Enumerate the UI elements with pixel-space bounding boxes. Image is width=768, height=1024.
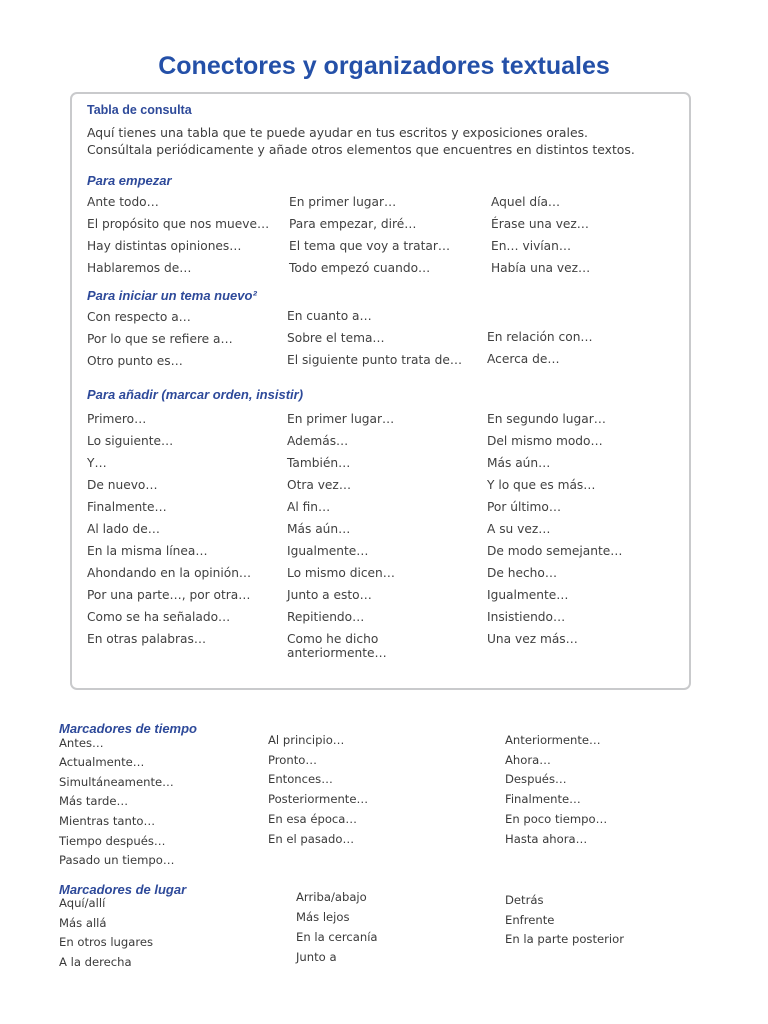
list-item: Hasta ahora… — [505, 832, 588, 846]
list-item: Junto a — [296, 950, 337, 964]
list-item: Finalmente… — [505, 792, 581, 806]
list-item: Actualmente… — [59, 755, 145, 769]
list-item: Con respecto a… — [87, 310, 191, 324]
list-item: Al fin… — [287, 500, 331, 514]
list-item: Arriba/abajo — [296, 890, 367, 904]
list-item: De hecho… — [487, 566, 558, 580]
list-item: Insistiendo… — [487, 610, 566, 624]
list-item: Detrás — [505, 893, 544, 907]
intro-line-2: Consúltala periódicamente y añade otros elementos que encuentres en distintos textos. — [87, 142, 635, 157]
list-item: Aquí/allí — [59, 896, 106, 910]
list-item: Del mismo modo… — [487, 434, 603, 448]
list-item: Una vez más… — [487, 632, 578, 646]
list-item: Al lado de… — [87, 522, 160, 536]
list-item: Hay distintas opiniones… — [87, 239, 242, 253]
list-item: Tiempo después… — [59, 834, 166, 848]
list-item: Y lo que es más… — [487, 478, 596, 492]
page-title: Conectores y organizadores textuales — [158, 52, 610, 80]
list-item: El propósito que nos mueve… — [87, 217, 270, 231]
list-item: Había una vez… — [491, 261, 591, 275]
list-item: Entonces… — [268, 772, 333, 786]
list-item: A su vez… — [487, 522, 551, 536]
list-item: Enfrente — [505, 913, 555, 927]
list-item: Anteriormente… — [505, 733, 601, 747]
section-heading-lugar: Marcadores de lugar — [59, 882, 187, 897]
list-item: Repitiendo… — [287, 610, 365, 624]
list-item: Por lo que se refiere a… — [87, 332, 233, 346]
list-item: Por una parte…, por otra… — [87, 588, 251, 602]
list-item: Simultáneamente… — [59, 775, 174, 789]
list-item: Érase una vez… — [491, 217, 589, 231]
list-item: Ahora… — [505, 753, 551, 767]
list-item: En poco tiempo… — [505, 812, 608, 826]
list-item: Sobre el tema… — [287, 331, 385, 345]
list-item: En el pasado… — [268, 832, 355, 846]
list-item: Más aún… — [287, 522, 351, 536]
list-item: En la cercanía — [296, 930, 378, 944]
list-item: Otra vez… — [287, 478, 352, 492]
list-item: En otras palabras… — [87, 632, 207, 646]
list-item: Otro punto es… — [87, 354, 183, 368]
list-item: Y… — [87, 456, 107, 470]
list-item: De modo semejante… — [487, 544, 623, 558]
section-heading-anadir: Para añadir (marcar orden, insistir) — [87, 387, 304, 402]
list-item: Más lejos — [296, 910, 350, 924]
list-item: Todo empezó cuando… — [289, 261, 431, 275]
list-item: Más allá — [59, 916, 107, 930]
list-item: En la misma línea… — [87, 544, 208, 558]
list-item: En… vivían… — [491, 239, 572, 253]
list-item: En cuanto a… — [287, 309, 372, 323]
section-heading-iniciar: Para iniciar un tema nuevo² — [87, 288, 257, 303]
list-item: Como he dicho — [287, 632, 379, 646]
list-item: Aquel día… — [491, 195, 561, 209]
list-item: Posteriormente… — [268, 792, 369, 806]
list-item: Pronto… — [268, 753, 317, 767]
list-item: Primero… — [87, 412, 147, 426]
list-item: A la derecha — [59, 955, 132, 969]
list-item: Mientras tanto… — [59, 814, 156, 828]
list-item: El tema que voy a tratar… — [289, 239, 451, 253]
list-item: También… — [287, 456, 351, 470]
list-item: En relación con… — [487, 330, 593, 344]
list-item: Ahondando en la opinión… — [87, 566, 252, 580]
list-item: En segundo lugar… — [487, 412, 606, 426]
list-item: En primer lugar… — [289, 195, 397, 209]
list-item: Igualmente… — [287, 544, 369, 558]
list-item: En otros lugares — [59, 935, 154, 949]
list-item: En primer lugar… — [287, 412, 395, 426]
list-item: anteriormente… — [287, 646, 387, 660]
list-item: Después… — [505, 772, 567, 786]
list-item: De nuevo… — [87, 478, 158, 492]
list-item: Lo siguiente… — [87, 434, 174, 448]
section-heading-tiempo: Marcadores de tiempo — [59, 721, 197, 736]
list-item: Como se ha señalado… — [87, 610, 231, 624]
intro-line-1: Aquí tienes una tabla que te puede ayudar en tus escritos y exposiciones orales. — [87, 125, 588, 140]
section-heading-empezar: Para empezar — [87, 173, 172, 188]
list-item: Al principio… — [268, 733, 345, 747]
list-item: Más tarde… — [59, 794, 129, 808]
list-item: El siguiente punto trata de… — [287, 353, 463, 367]
list-item: Además… — [287, 434, 349, 448]
list-item: En la parte posterior — [505, 932, 624, 946]
tabla-heading: Tabla de consulta — [87, 103, 192, 117]
list-item: Lo mismo dicen… — [287, 566, 395, 580]
list-item: Hablaremos de… — [87, 261, 192, 275]
list-item: Igualmente… — [487, 588, 569, 602]
list-item: En esa época… — [268, 812, 357, 826]
list-item: Más aún… — [487, 456, 551, 470]
list-item: Finalmente… — [87, 500, 167, 514]
list-item: Junto a esto… — [287, 588, 372, 602]
list-item: Por último… — [487, 500, 562, 514]
list-item: Ante todo… — [87, 195, 159, 209]
list-item: Antes… — [59, 736, 104, 750]
list-item: Acerca de… — [487, 352, 560, 366]
list-item: Para empezar, diré… — [289, 217, 417, 231]
list-item: Pasado un tiempo… — [59, 853, 175, 867]
